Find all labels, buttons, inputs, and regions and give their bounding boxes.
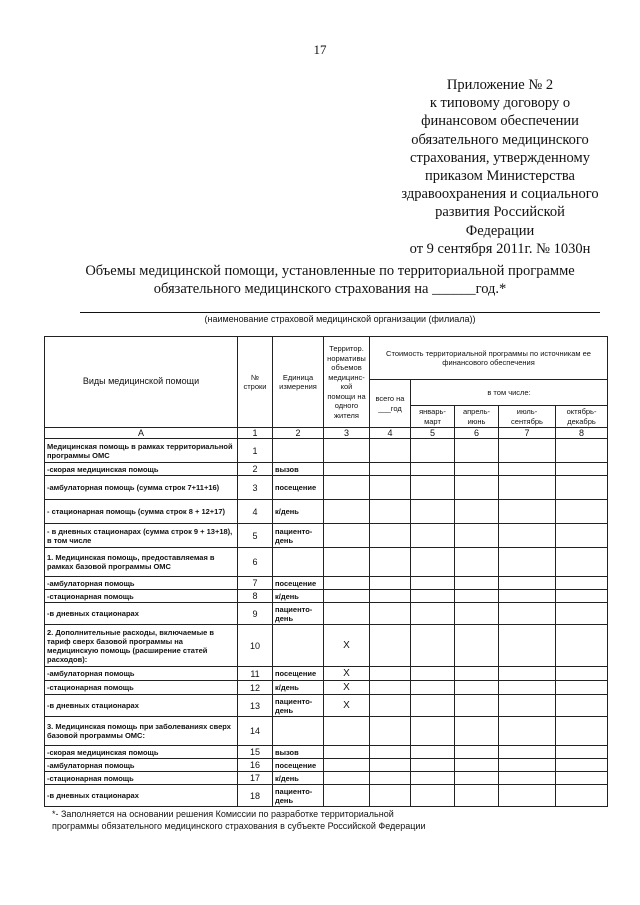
header-normatives: Территор. нормативы объемов медицинс-кой помощи на одного жителя: [324, 337, 370, 428]
col-letter: 8: [556, 428, 608, 439]
column-letters-row: [45, 428, 608, 439]
cost-cell: [556, 500, 608, 524]
table-row: [45, 463, 608, 476]
cost-cell: [499, 772, 556, 785]
cost-cell: [370, 667, 411, 681]
row-name: -амбулаторная помощь: [45, 667, 238, 681]
cost-cell: [455, 524, 499, 548]
row-normative: [324, 548, 370, 577]
cost-cell: [499, 577, 556, 590]
cost-cell: [455, 681, 499, 695]
row-normative: X: [324, 695, 370, 717]
cost-cell: [556, 463, 608, 476]
header-q1: январь-март: [411, 406, 455, 428]
row-number: 8: [238, 590, 273, 603]
cost-cell: [556, 785, 608, 807]
cost-cell: [455, 590, 499, 603]
volumes-table: [44, 336, 608, 807]
row-unit: [273, 717, 324, 746]
cost-cell: [499, 746, 556, 759]
col-letter: 1: [238, 428, 273, 439]
row-unit: вызов: [273, 746, 324, 759]
row-number: 7: [238, 577, 273, 590]
table-row: [45, 577, 608, 590]
col-letter: 7: [499, 428, 556, 439]
cost-cell: [411, 667, 455, 681]
cost-cell: [499, 548, 556, 577]
cost-cell: [455, 476, 499, 500]
cost-cell: [370, 463, 411, 476]
row-number: 6: [238, 548, 273, 577]
cost-cell: [370, 500, 411, 524]
row-number: 4: [238, 500, 273, 524]
cost-cell: [499, 667, 556, 681]
row-name: -скорая медицинская помощь: [45, 463, 238, 476]
table-row: [45, 667, 608, 681]
col-letter: 5: [411, 428, 455, 439]
row-name: 1. Медицинская помощь, предоставляемая в рамках базовой программы ОМС: [45, 548, 238, 577]
cost-cell: [556, 548, 608, 577]
row-number: 11: [238, 667, 273, 681]
appendix-line: Федерации: [465, 222, 535, 239]
row-unit: пациенто-день: [273, 695, 324, 717]
header-row-no: № строки: [238, 337, 273, 428]
cost-cell: [370, 625, 411, 667]
cost-cell: [455, 667, 499, 681]
row-name: -скорая медицинская помощь: [45, 746, 238, 759]
appendix-line: страхования, утвержденному: [410, 149, 590, 166]
cost-cell: [370, 524, 411, 548]
cost-cell: [411, 439, 455, 463]
cost-cell: [499, 463, 556, 476]
cost-cell: [411, 476, 455, 500]
appendix-line: от 9 сентября 2011г. № 1030н: [409, 240, 591, 257]
title-line: Объемы медицинской помощи, установленные по территориальной программе: [85, 263, 575, 279]
row-number: 12: [238, 681, 273, 695]
row-normative: [324, 759, 370, 772]
appendix-line: финансовом обеспечении: [421, 113, 579, 130]
cost-cell: [411, 463, 455, 476]
footnote: [52, 808, 612, 832]
table-row: [45, 681, 608, 695]
cost-cell: [556, 590, 608, 603]
cost-cell: [411, 625, 455, 667]
cost-cell: [370, 695, 411, 717]
cost-cell: [455, 500, 499, 524]
row-number: 2: [238, 463, 273, 476]
row-unit: посещение: [273, 476, 324, 500]
cost-cell: [455, 548, 499, 577]
row-number: 16: [238, 759, 273, 772]
cost-cell: [499, 439, 556, 463]
cost-cell: [455, 463, 499, 476]
cost-cell: [411, 746, 455, 759]
row-normative: [324, 463, 370, 476]
col-letter: А: [45, 428, 238, 439]
cost-cell: [411, 548, 455, 577]
header-total: всего на ___год: [370, 380, 411, 428]
cost-cell: [455, 759, 499, 772]
row-name: -стационарная помощь: [45, 681, 238, 695]
title-line: обязательного медицинского страхования на ______год.*: [153, 281, 507, 297]
row-normative: [324, 577, 370, 590]
cost-cell: [370, 548, 411, 577]
row-name: -амбулаторная помощь: [45, 759, 238, 772]
table-row: [45, 695, 608, 717]
row-normative: [324, 785, 370, 807]
cost-cell: [556, 603, 608, 625]
header-q2: апрель-июнь: [455, 406, 499, 428]
cost-cell: [411, 524, 455, 548]
cost-cell: [499, 590, 556, 603]
row-unit: вызов: [273, 463, 324, 476]
cost-cell: [370, 476, 411, 500]
table-row: [45, 524, 608, 548]
cost-cell: [499, 759, 556, 772]
cost-cell: [499, 476, 556, 500]
table-row: [45, 746, 608, 759]
cost-cell: [370, 577, 411, 590]
cost-cell: [455, 695, 499, 717]
row-number: 10: [238, 625, 273, 667]
col-letter: 2: [273, 428, 324, 439]
cost-cell: [411, 772, 455, 785]
cost-cell: [556, 524, 608, 548]
row-normative: [324, 590, 370, 603]
cost-cell: [370, 439, 411, 463]
cost-cell: [411, 759, 455, 772]
row-name: -амбулаторная помощь: [45, 577, 238, 590]
cost-cell: [556, 625, 608, 667]
row-normative: X: [324, 667, 370, 681]
table-row: [45, 590, 608, 603]
cost-cell: [556, 667, 608, 681]
row-name: -стационарная помощь: [45, 590, 238, 603]
cost-cell: [411, 603, 455, 625]
row-normative: [324, 772, 370, 785]
cost-cell: [370, 772, 411, 785]
row-normative: [324, 500, 370, 524]
row-normative: [324, 524, 370, 548]
cost-cell: [556, 746, 608, 759]
row-unit: пациенто-день: [273, 785, 324, 807]
org-caption: (наименование страховой медицинской организации (филиала)): [204, 314, 476, 324]
row-unit: посещение: [273, 667, 324, 681]
table-row: [45, 476, 608, 500]
cost-cell: [370, 785, 411, 807]
cost-cell: [455, 785, 499, 807]
appendix-line: к типовому договору о: [429, 95, 571, 112]
appendix-line: обязательного медицинского: [411, 131, 589, 148]
row-number: 15: [238, 746, 273, 759]
row-number: 14: [238, 717, 273, 746]
row-unit: посещение: [273, 759, 324, 772]
cost-cell: [455, 746, 499, 759]
cost-cell: [499, 785, 556, 807]
col-letter: 3: [324, 428, 370, 439]
cost-cell: [411, 500, 455, 524]
cost-cell: [455, 717, 499, 746]
page-number: 17: [313, 42, 327, 57]
cost-cell: [556, 439, 608, 463]
header-incl: в том числе:: [411, 380, 608, 406]
col-letter: 4: [370, 428, 411, 439]
row-number: 17: [238, 772, 273, 785]
row-number: 5: [238, 524, 273, 548]
row-normative: X: [324, 681, 370, 695]
row-name: - в дневных стационарах (сумма строк 9 + 13+18), в том числе: [45, 524, 238, 548]
cost-cell: [499, 695, 556, 717]
cost-cell: [370, 681, 411, 695]
row-normative: [324, 717, 370, 746]
row-unit: посещение: [273, 577, 324, 590]
table-row: [45, 500, 608, 524]
cost-cell: [455, 772, 499, 785]
row-name: -в дневных стационарах: [45, 785, 238, 807]
cost-cell: [370, 759, 411, 772]
row-number: 13: [238, 695, 273, 717]
cost-cell: [455, 577, 499, 590]
cost-cell: [455, 625, 499, 667]
cost-cell: [411, 681, 455, 695]
cost-cell: [556, 772, 608, 785]
row-name: 3. Медицинская помощь при заболеваниях сверх базовой программы ОМС:: [45, 717, 238, 746]
header-q3: июль-сентябрь: [499, 406, 556, 428]
cost-cell: [499, 603, 556, 625]
row-unit: пациенто-день: [273, 524, 324, 548]
header-cost: Стоимость территориальной программы по источникам ее финансового обеспечения: [370, 337, 608, 380]
row-unit: к/день: [273, 500, 324, 524]
table-row: [45, 548, 608, 577]
cost-cell: [556, 717, 608, 746]
cost-cell: [499, 681, 556, 695]
header-q4: октябрь-декабрь: [556, 406, 608, 428]
row-number: 9: [238, 603, 273, 625]
row-name: -стационарная помощь: [45, 772, 238, 785]
cost-cell: [411, 590, 455, 603]
cost-cell: [370, 590, 411, 603]
table-row: [45, 625, 608, 667]
appendix-line: Приложение № 2: [446, 77, 554, 93]
row-normative: [324, 746, 370, 759]
cost-cell: [499, 500, 556, 524]
header-types: Виды медицинской помощи: [45, 337, 238, 428]
row-name: 2. Дополнительные расходы, включаемые в тариф сверх базовой программы на медицинскую помощь (расширение статей расходов):: [45, 625, 238, 667]
cost-cell: [455, 603, 499, 625]
table-row: [45, 717, 608, 746]
cost-cell: [499, 524, 556, 548]
appendix-line: развития Российской: [435, 204, 565, 221]
row-unit: пациенто-день: [273, 603, 324, 625]
appendix-line: здравоохранения и социального: [401, 186, 599, 203]
row-normative: [324, 476, 370, 500]
row-name: -амбулаторная помощь (сумма строк 7+11+16): [45, 476, 238, 500]
row-normative: [324, 439, 370, 463]
row-unit: к/день: [273, 681, 324, 695]
row-unit: [273, 548, 324, 577]
cost-cell: [556, 759, 608, 772]
cost-cell: [411, 717, 455, 746]
cost-cell: [556, 577, 608, 590]
cost-cell: [556, 476, 608, 500]
org-name-line: [80, 312, 600, 313]
col-letter: 6: [455, 428, 499, 439]
cost-cell: [455, 439, 499, 463]
cost-cell: [556, 695, 608, 717]
row-unit: [273, 439, 324, 463]
row-normative: [324, 603, 370, 625]
cost-cell: [411, 785, 455, 807]
row-normative: X: [324, 625, 370, 667]
table-row: [45, 772, 608, 785]
table-row: [45, 603, 608, 625]
row-name: -в дневных стационарах: [45, 695, 238, 717]
table-row: [45, 759, 608, 772]
row-number: 18: [238, 785, 273, 807]
cost-cell: [411, 695, 455, 717]
appendix-header: [380, 76, 620, 258]
cost-cell: [370, 746, 411, 759]
footnote-line: программы обязательного медицинского страхования в субъекте Российской Федерации: [52, 821, 426, 831]
table-row: [45, 785, 608, 807]
table-row: [45, 439, 608, 463]
row-name: - стационарная помощь (сумма строк 8 + 12+17): [45, 500, 238, 524]
appendix-line: приказом Министерства: [425, 168, 575, 185]
cost-cell: [370, 717, 411, 746]
header-unit: Единица измерения: [273, 337, 324, 428]
row-unit: [273, 625, 324, 667]
footnote-line: *- Заполняется на основании решения Комиссии по разработке территориальной: [52, 809, 394, 819]
cost-cell: [411, 577, 455, 590]
row-unit: к/день: [273, 772, 324, 785]
row-number: 3: [238, 476, 273, 500]
cost-cell: [499, 717, 556, 746]
cost-cell: [499, 625, 556, 667]
cost-cell: [556, 681, 608, 695]
cost-cell: [370, 603, 411, 625]
row-number: 1: [238, 439, 273, 463]
row-unit: к/день: [273, 590, 324, 603]
row-name: -в дневных стационарах: [45, 603, 238, 625]
row-name: Медицинская помощь в рамках территориальной программы ОМС: [45, 439, 238, 463]
document-title: [40, 262, 620, 298]
